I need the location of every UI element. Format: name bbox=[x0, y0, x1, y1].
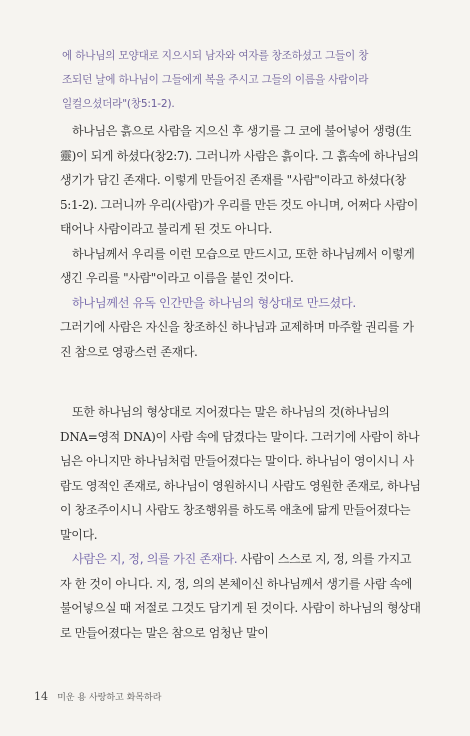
paragraph bbox=[60, 291, 422, 316]
paragraph: 또한 하나님의 형상대로 지어졌다는 말은 하나님의 것(하나님의 DNA=영적 DNA)이 사람 속에 담겼다는 말이다. 그러기에 사람이 하나님은 아니지만 하나님처럼 만들어졌다는 말이다. 하나님이 영이시니 사람도 영적인 존재로, 하나님이 영원하시니 사람도 영원한 존재로, 하나님이 창조주이시니 사람도 창조행위를 하도록 애초에 닮게 만들어졌다는 말이다. bbox=[60, 405, 421, 542]
paragraph: 하나님께서 우리를 이런 모습으로 만드시고, 또한 하나님께서 이렇게 생긴 우리를 "사람"이라고 이름을 붙인 것이다. bbox=[60, 246, 415, 285]
highlighted-sentence: 하나님께선 유독 인간만을 하나님의 형상대로 만드셨다. bbox=[72, 295, 356, 310]
quote-line: 일컬으셨더라"(창5:1-2). bbox=[62, 98, 175, 110]
running-title: 미운 용 사랑하고 화목하라 bbox=[57, 693, 162, 703]
page-number: 14 bbox=[34, 690, 48, 703]
paragraph: 하나님은 흙으로 사람을 지으신 후 생기를 그 코에 불어넣어 생령(生靈)이 되게 하셨다(창2:7). 그러니까 사람은 흙이다. 그 흙속에 하나님의 생기가 담긴 존재다. 이렇게 만들어진 존재를 "사람"이라고 하셨다(창5:1-2). 그러니까 우리(사람)가 우리를 만든 것도 아니며, 어쩌다 사람이 태어나 사람이라고 불리게 된 것도 아니다. bbox=[60, 124, 419, 236]
quote-line: 조되던 날에 하나님이 그들에게 복을 주시고 그들의 이름을 사람이라 bbox=[62, 74, 369, 86]
body-section-2 bbox=[60, 400, 422, 645]
quote-line: 에 하나님의 모양대로 지으시되 남자와 여자를 창조하셨고 그들이 창 bbox=[62, 50, 369, 62]
body-section-1 bbox=[60, 119, 422, 364]
page-footer bbox=[34, 690, 161, 703]
paragraph bbox=[60, 547, 422, 645]
scripture-quote bbox=[62, 44, 422, 116]
paragraph: 그러기에 사람은 자신을 창조하신 하나님과 교제하며 마주할 권리를 가진 참으로 영광스런 존재다. bbox=[60, 320, 414, 359]
sentence-continuation: 사람이 스스로 지, 정, 의를 가지고자 한 것이 아니다. 지, 정, 의의 본체이신 하나님께서 생기를 사람 속에 불어넣으실 때 저절로 그것도 담기게 된 것이다. 사람이 하나님의 형상대로 만들어졌다는 말은 참으로 엄청난 말이 bbox=[60, 552, 421, 640]
highlighted-sentence: 사람은 지, 정, 의를 가진 존재다. bbox=[72, 552, 238, 566]
